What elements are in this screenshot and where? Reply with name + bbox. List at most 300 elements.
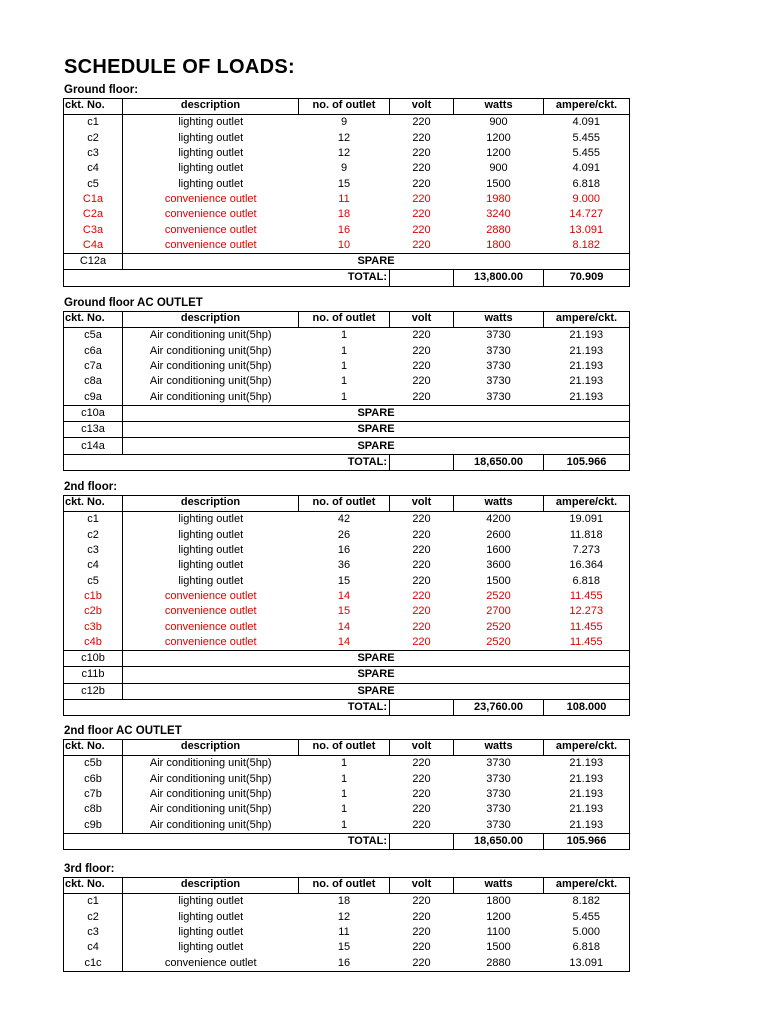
total-row [64, 270, 630, 286]
cell-watts: 3730 [486, 344, 511, 357]
total-ampere: 70.909 [544, 270, 630, 286]
cell-ckt-no: C2a [64, 207, 123, 222]
cell-volt: 220 [390, 635, 454, 651]
table-row [64, 589, 630, 604]
cell-ckt-no: c2 [64, 528, 123, 543]
cell-volt: 220 [412, 208, 431, 221]
cell-outlet-count: 1 [340, 803, 348, 816]
cell-description: lighting outlet [178, 162, 244, 175]
cell-ckt-no: c3b [64, 619, 123, 634]
cell-watts: 1200 [486, 147, 511, 160]
header-watts: watts [454, 496, 544, 512]
cell-outlet-count: 9 [340, 162, 348, 175]
table-row [64, 344, 630, 359]
total-blank [64, 833, 299, 849]
cell-description: lighting outlet [178, 926, 244, 939]
cell-ckt-no: C3a [64, 222, 123, 237]
cell-ckt-no: c4 [64, 940, 123, 955]
cell-description: Air conditioning unit(5hp) [149, 788, 272, 801]
cell-ckt-no: c5 [64, 176, 123, 191]
cell-outlet-count: 12 [337, 131, 351, 144]
spare-label: SPARE [123, 683, 630, 699]
spare-row [64, 253, 630, 269]
header-outlet-count: no. of outlet [299, 878, 390, 894]
cell-volt: 220 [412, 375, 431, 388]
header-watts: watts [454, 878, 544, 894]
cell-description: lighting outlet [178, 574, 244, 587]
cell-volt: 220 [412, 344, 431, 357]
cell-ckt-no: c3 [64, 543, 123, 558]
table-row [64, 802, 630, 817]
table-row [64, 115, 630, 131]
cell-volt: 220 [412, 116, 431, 129]
load-table [63, 739, 630, 850]
total-row [64, 833, 630, 849]
cell-ckt-no: c7a [64, 359, 123, 374]
cell-outlet-count: 1 [340, 818, 348, 831]
cell-volt: 220 [412, 559, 431, 572]
header-ampere: ampere/ckt. [544, 312, 630, 328]
cell-watts: 2520 [486, 589, 511, 602]
cell-watts: 3730 [486, 329, 511, 342]
cell-ckt-no: c3 [64, 146, 123, 161]
header-outlet-count: no. of outlet [299, 496, 390, 512]
table-row [64, 192, 630, 207]
cell-volt: 220 [390, 955, 454, 971]
section-title: Ground floor: [64, 84, 139, 96]
cell-volt: 220 [412, 895, 431, 908]
cell-description: convenience outlet [164, 620, 257, 633]
spare-label: SPARE [123, 253, 630, 269]
cell-volt: 220 [412, 589, 431, 602]
cell-outlet-count: 12 [337, 910, 351, 923]
cell-description: lighting outlet [178, 559, 244, 572]
cell-watts: 2700 [486, 605, 511, 618]
table-row [64, 787, 630, 802]
cell-ckt-no: c2b [64, 604, 123, 619]
header-ckt-no: ckt. No. [64, 878, 123, 894]
cell-ampere: 9.000 [544, 192, 630, 207]
cell-watts: 1600 [486, 544, 511, 557]
total-row [64, 454, 630, 470]
cell-ampere: 11.455 [544, 635, 630, 651]
cell-volt: 220 [412, 620, 431, 633]
cell-ampere: 21.193 [544, 359, 630, 374]
cell-description: Air conditioning unit(5hp) [149, 329, 272, 342]
cell-ampere: 4.091 [544, 161, 630, 176]
load-table [63, 98, 630, 287]
cell-watts: 1200 [486, 910, 511, 923]
cell-ampere: 4.091 [544, 115, 630, 131]
total-watts: 18,650.00 [454, 454, 544, 470]
header-ampere: ampere/ckt. [544, 99, 630, 115]
cell-description: Air conditioning unit(5hp) [149, 375, 272, 388]
cell-outlet-count: 12 [337, 147, 351, 160]
cell-ckt-no: c9a [64, 389, 123, 405]
cell-volt: 220 [390, 238, 454, 254]
header-outlet-count: no. of outlet [299, 312, 390, 328]
cell-ampere: 7.273 [544, 543, 630, 558]
header-description: description [123, 878, 299, 894]
cell-outlet-count: 10 [299, 238, 390, 254]
cell-volt: 220 [412, 910, 431, 923]
cell-outlet-count: 42 [337, 513, 351, 526]
table-row [64, 604, 630, 619]
table-header-row [64, 99, 630, 115]
header-ampere: ampere/ckt. [544, 740, 630, 756]
header-ckt-no: ckt. No. [64, 99, 123, 115]
table-row [64, 955, 630, 971]
table-row [64, 222, 630, 237]
cell-watts: 3730 [486, 360, 511, 373]
cell-volt: 220 [412, 360, 431, 373]
cell-watts: 1980 [486, 192, 511, 205]
table-row [64, 910, 630, 925]
header-watts: watts [454, 99, 544, 115]
cell-ampere: 11.818 [544, 528, 630, 543]
cell-ampere: 6.818 [544, 176, 630, 191]
table-row [64, 389, 630, 405]
total-ampere: 105.966 [544, 454, 630, 470]
cell-volt: 220 [412, 528, 431, 541]
header-watts: watts [454, 312, 544, 328]
cell-outlet-count: 15 [337, 574, 351, 587]
cell-outlet-count: 14 [337, 620, 351, 633]
cell-ampere: 21.193 [544, 802, 630, 817]
cell-description: lighting outlet [178, 528, 244, 541]
section-2nd-floor-ac [63, 724, 629, 850]
header-outlet-count: no. of outlet [299, 99, 390, 115]
cell-outlet-count: 36 [337, 559, 351, 572]
load-table [63, 311, 630, 471]
cell-ckt-no: c4b [64, 635, 123, 651]
cell-ampere: 14.727 [544, 207, 630, 222]
header-ckt-no: ckt. No. [64, 496, 123, 512]
cell-ampere: 6.818 [544, 940, 630, 955]
cell-ckt-no: C4a [64, 238, 123, 254]
cell-ampere: 8.182 [544, 238, 630, 254]
header-description: description [123, 312, 299, 328]
cell-ampere: 8.182 [544, 894, 630, 910]
cell-ampere: 13.091 [544, 222, 630, 237]
table-header-row [64, 312, 630, 328]
cell-outlet-count: 1 [340, 375, 348, 388]
cell-description: lighting outlet [178, 513, 244, 526]
cell-watts: 900 [489, 162, 508, 175]
cell-ampere: 6.818 [544, 573, 630, 588]
cell-description: convenience outlet [164, 605, 257, 618]
cell-description: lighting outlet [178, 116, 244, 129]
cell-ampere: 11.455 [544, 589, 630, 604]
cell-watts: 1500 [486, 177, 511, 190]
total-watts: 23,760.00 [454, 699, 544, 715]
cell-outlet-count: 1 [340, 344, 348, 357]
table-row [64, 543, 630, 558]
cell-ampere: 21.193 [544, 787, 630, 802]
cell-volt: 220 [412, 926, 431, 939]
cell-ampere: 5.455 [544, 131, 630, 146]
cell-volt: 220 [412, 147, 431, 160]
cell-ampere: 5.455 [544, 910, 630, 925]
spare-row [64, 405, 630, 421]
cell-ckt-no: c1 [64, 512, 123, 528]
total-empty-cell [390, 833, 454, 849]
total-label: TOTAL: [299, 454, 390, 470]
spare-row [64, 650, 630, 666]
cell-ckt-no: C12a [64, 253, 123, 269]
section-3rd-floor [63, 862, 629, 972]
total-row [64, 699, 630, 715]
table-row [64, 756, 630, 772]
cell-watts: 3730 [486, 788, 511, 801]
spare-label: SPARE [123, 667, 630, 683]
cell-ampere: 21.193 [544, 756, 630, 772]
table-row [64, 238, 630, 254]
cell-watts: 3730 [486, 818, 511, 831]
cell-outlet-count: 1 [340, 772, 348, 785]
cell-description: lighting outlet [178, 131, 244, 144]
total-label: TOTAL: [299, 699, 390, 715]
section-2nd-floor [63, 480, 629, 716]
header-description: description [123, 740, 299, 756]
cell-ampere: 21.193 [544, 389, 630, 405]
table-header-row [64, 740, 630, 756]
cell-description: Air conditioning unit(5hp) [149, 344, 272, 357]
cell-watts: 3730 [486, 803, 511, 816]
page-title: SCHEDULE OF LOADS: [64, 56, 295, 78]
cell-description: Air conditioning unit(5hp) [123, 389, 299, 405]
header-ampere: ampere/ckt. [544, 496, 630, 512]
table-row [64, 528, 630, 543]
cell-volt: 220 [390, 389, 454, 405]
cell-description: convenience outlet [123, 955, 299, 971]
table-row [64, 374, 630, 389]
cell-description: lighting outlet [178, 147, 244, 160]
cell-outlet-count: 18 [337, 208, 351, 221]
cell-volt: 220 [412, 192, 431, 205]
table-row [64, 176, 630, 191]
cell-watts: 2520 [486, 620, 511, 633]
cell-volt: 220 [412, 544, 431, 557]
cell-ampere: 21.193 [544, 344, 630, 359]
table-row [64, 161, 630, 176]
table-row [64, 131, 630, 146]
cell-volt: 220 [412, 162, 431, 175]
table-row [64, 817, 630, 833]
cell-ampere: 21.193 [544, 772, 630, 787]
cell-outlet-count: 15 [337, 177, 351, 190]
spare-row [64, 422, 630, 438]
cell-ckt-no: c4 [64, 161, 123, 176]
cell-volt: 220 [412, 757, 431, 770]
header-ckt-no: ckt. No. [64, 740, 123, 756]
cell-volt: 220 [412, 941, 431, 954]
cell-outlet-count: 1 [340, 329, 348, 342]
cell-description: convenience outlet [164, 192, 257, 205]
spare-label: SPARE [123, 422, 630, 438]
section-title: 2nd floor AC OUTLET [64, 725, 182, 737]
cell-watts: 3730 [486, 375, 511, 388]
cell-ckt-no: c1c [64, 955, 123, 971]
cell-ampere: 19.091 [544, 512, 630, 528]
spare-label: SPARE [123, 405, 630, 421]
cell-description: Air conditioning unit(5hp) [149, 803, 272, 816]
cell-description: lighting outlet [178, 941, 244, 954]
cell-watts: 2880 [486, 223, 511, 236]
header-volt: volt [390, 878, 454, 894]
cell-outlet-count: 15 [337, 941, 351, 954]
cell-ampere: 16.364 [544, 558, 630, 573]
cell-outlet-count: 11 [338, 926, 350, 939]
cell-ckt-no: c5b [64, 756, 123, 772]
section-ground-floor [63, 83, 629, 287]
cell-ampere: 21.193 [544, 328, 630, 344]
cell-description: lighting outlet [178, 544, 244, 557]
table-row [64, 558, 630, 573]
cell-watts: 3240 [486, 208, 511, 221]
section-ground-floor-ac [63, 296, 629, 471]
cell-outlet-count: 16 [337, 223, 351, 236]
cell-ampere: 21.193 [544, 374, 630, 389]
cell-description: Air conditioning unit(5hp) [149, 360, 272, 373]
table-row [64, 512, 630, 528]
section-title: 2nd floor: [64, 481, 118, 493]
header-volt: volt [390, 99, 454, 115]
cell-ampere: 5.455 [544, 146, 630, 161]
total-watts: 13,800.00 [454, 270, 544, 286]
cell-ampere: 21.193 [544, 817, 630, 833]
total-empty-cell [390, 270, 454, 286]
cell-outlet-count: 16 [337, 544, 351, 557]
header-volt: volt [390, 496, 454, 512]
table-row [64, 207, 630, 222]
cell-outlet-count: 14 [337, 589, 351, 602]
cell-watts: 3730 [454, 389, 544, 405]
total-ampere: 105.966 [544, 833, 630, 849]
cell-ckt-no: c10b [64, 650, 123, 666]
header-volt: volt [390, 312, 454, 328]
total-blank [64, 699, 299, 715]
total-watts: 18,650.00 [454, 833, 544, 849]
cell-ckt-no: c2 [64, 131, 123, 146]
cell-description: Air conditioning unit(5hp) [149, 772, 272, 785]
cell-volt: 220 [412, 574, 431, 587]
cell-volt: 220 [412, 788, 431, 801]
cell-volt: 220 [412, 818, 431, 831]
cell-outlet-count: 26 [337, 528, 351, 541]
cell-outlet-count: 1 [340, 788, 348, 801]
cell-description: convenience outlet [123, 238, 299, 254]
table-row [64, 925, 630, 940]
cell-outlet-count: 1 [340, 360, 348, 373]
cell-outlet-count: 16 [299, 955, 390, 971]
cell-watts: 2600 [486, 528, 511, 541]
cell-watts: 2880 [454, 955, 544, 971]
cell-ckt-no: c6a [64, 344, 123, 359]
spare-label: SPARE [123, 650, 630, 666]
cell-ckt-no: c8b [64, 802, 123, 817]
load-table [63, 495, 630, 716]
cell-outlet-count: 14 [299, 635, 390, 651]
cell-description: convenience outlet [164, 208, 257, 221]
total-blank [64, 454, 299, 470]
table-row [64, 359, 630, 374]
total-empty-cell [390, 454, 454, 470]
table-header-row [64, 878, 630, 894]
cell-volt: 220 [412, 605, 431, 618]
table-row [64, 619, 630, 634]
cell-ckt-no: c5a [64, 328, 123, 344]
load-table [63, 877, 630, 972]
cell-ckt-no: c6b [64, 772, 123, 787]
header-outlet-count: no. of outlet [299, 740, 390, 756]
header-description: description [123, 496, 299, 512]
cell-volt: 220 [412, 772, 431, 785]
cell-description: lighting outlet [178, 895, 244, 908]
cell-ampere: 12.273 [544, 604, 630, 619]
cell-watts: 1100 [486, 926, 511, 939]
cell-ckt-no: c9b [64, 817, 123, 833]
cell-ckt-no: c14a [64, 438, 123, 454]
cell-ckt-no: c4 [64, 558, 123, 573]
cell-outlet-count: 11 [338, 192, 350, 205]
cell-ckt-no: C1a [64, 192, 123, 207]
table-header-row [64, 496, 630, 512]
cell-ckt-no: c7b [64, 787, 123, 802]
spare-row [64, 438, 630, 454]
cell-ckt-no: c10a [64, 405, 123, 421]
cell-volt: 220 [412, 177, 431, 190]
cell-watts: 900 [489, 116, 508, 129]
section-title: Ground floor AC OUTLET [64, 297, 203, 309]
table-row [64, 635, 630, 651]
cell-description: convenience outlet [164, 589, 257, 602]
cell-watts: 3600 [486, 559, 511, 572]
cell-ckt-no: c1 [64, 115, 123, 131]
total-label: TOTAL: [299, 270, 390, 286]
total-ampere: 108.000 [544, 699, 630, 715]
header-ampere: ampere/ckt. [544, 878, 630, 894]
cell-description: lighting outlet [178, 910, 244, 923]
header-description: description [123, 99, 299, 115]
cell-ckt-no: c3 [64, 925, 123, 940]
cell-watts: 3730 [486, 757, 511, 770]
header-ckt-no: ckt. No. [64, 312, 123, 328]
header-volt: volt [390, 740, 454, 756]
cell-volt: 220 [412, 131, 431, 144]
cell-watts: 1500 [486, 574, 511, 587]
cell-watts: 1800 [454, 238, 544, 254]
table-row [64, 894, 630, 910]
cell-ckt-no: c2 [64, 910, 123, 925]
cell-volt: 220 [412, 513, 431, 526]
cell-watts: 1500 [486, 941, 511, 954]
cell-ckt-no: c1b [64, 589, 123, 604]
cell-outlet-count: 1 [299, 389, 390, 405]
cell-ampere: 5.000 [544, 925, 630, 940]
cell-description: Air conditioning unit(5hp) [149, 818, 272, 831]
total-blank [64, 270, 299, 286]
cell-ckt-no: c8a [64, 374, 123, 389]
cell-watts: 2520 [454, 635, 544, 651]
cell-watts: 1800 [486, 895, 511, 908]
cell-ampere: 11.455 [544, 619, 630, 634]
table-row [64, 146, 630, 161]
cell-outlet-count: 18 [337, 895, 351, 908]
cell-description: lighting outlet [178, 177, 244, 190]
cell-ckt-no: c5 [64, 573, 123, 588]
table-row [64, 328, 630, 344]
